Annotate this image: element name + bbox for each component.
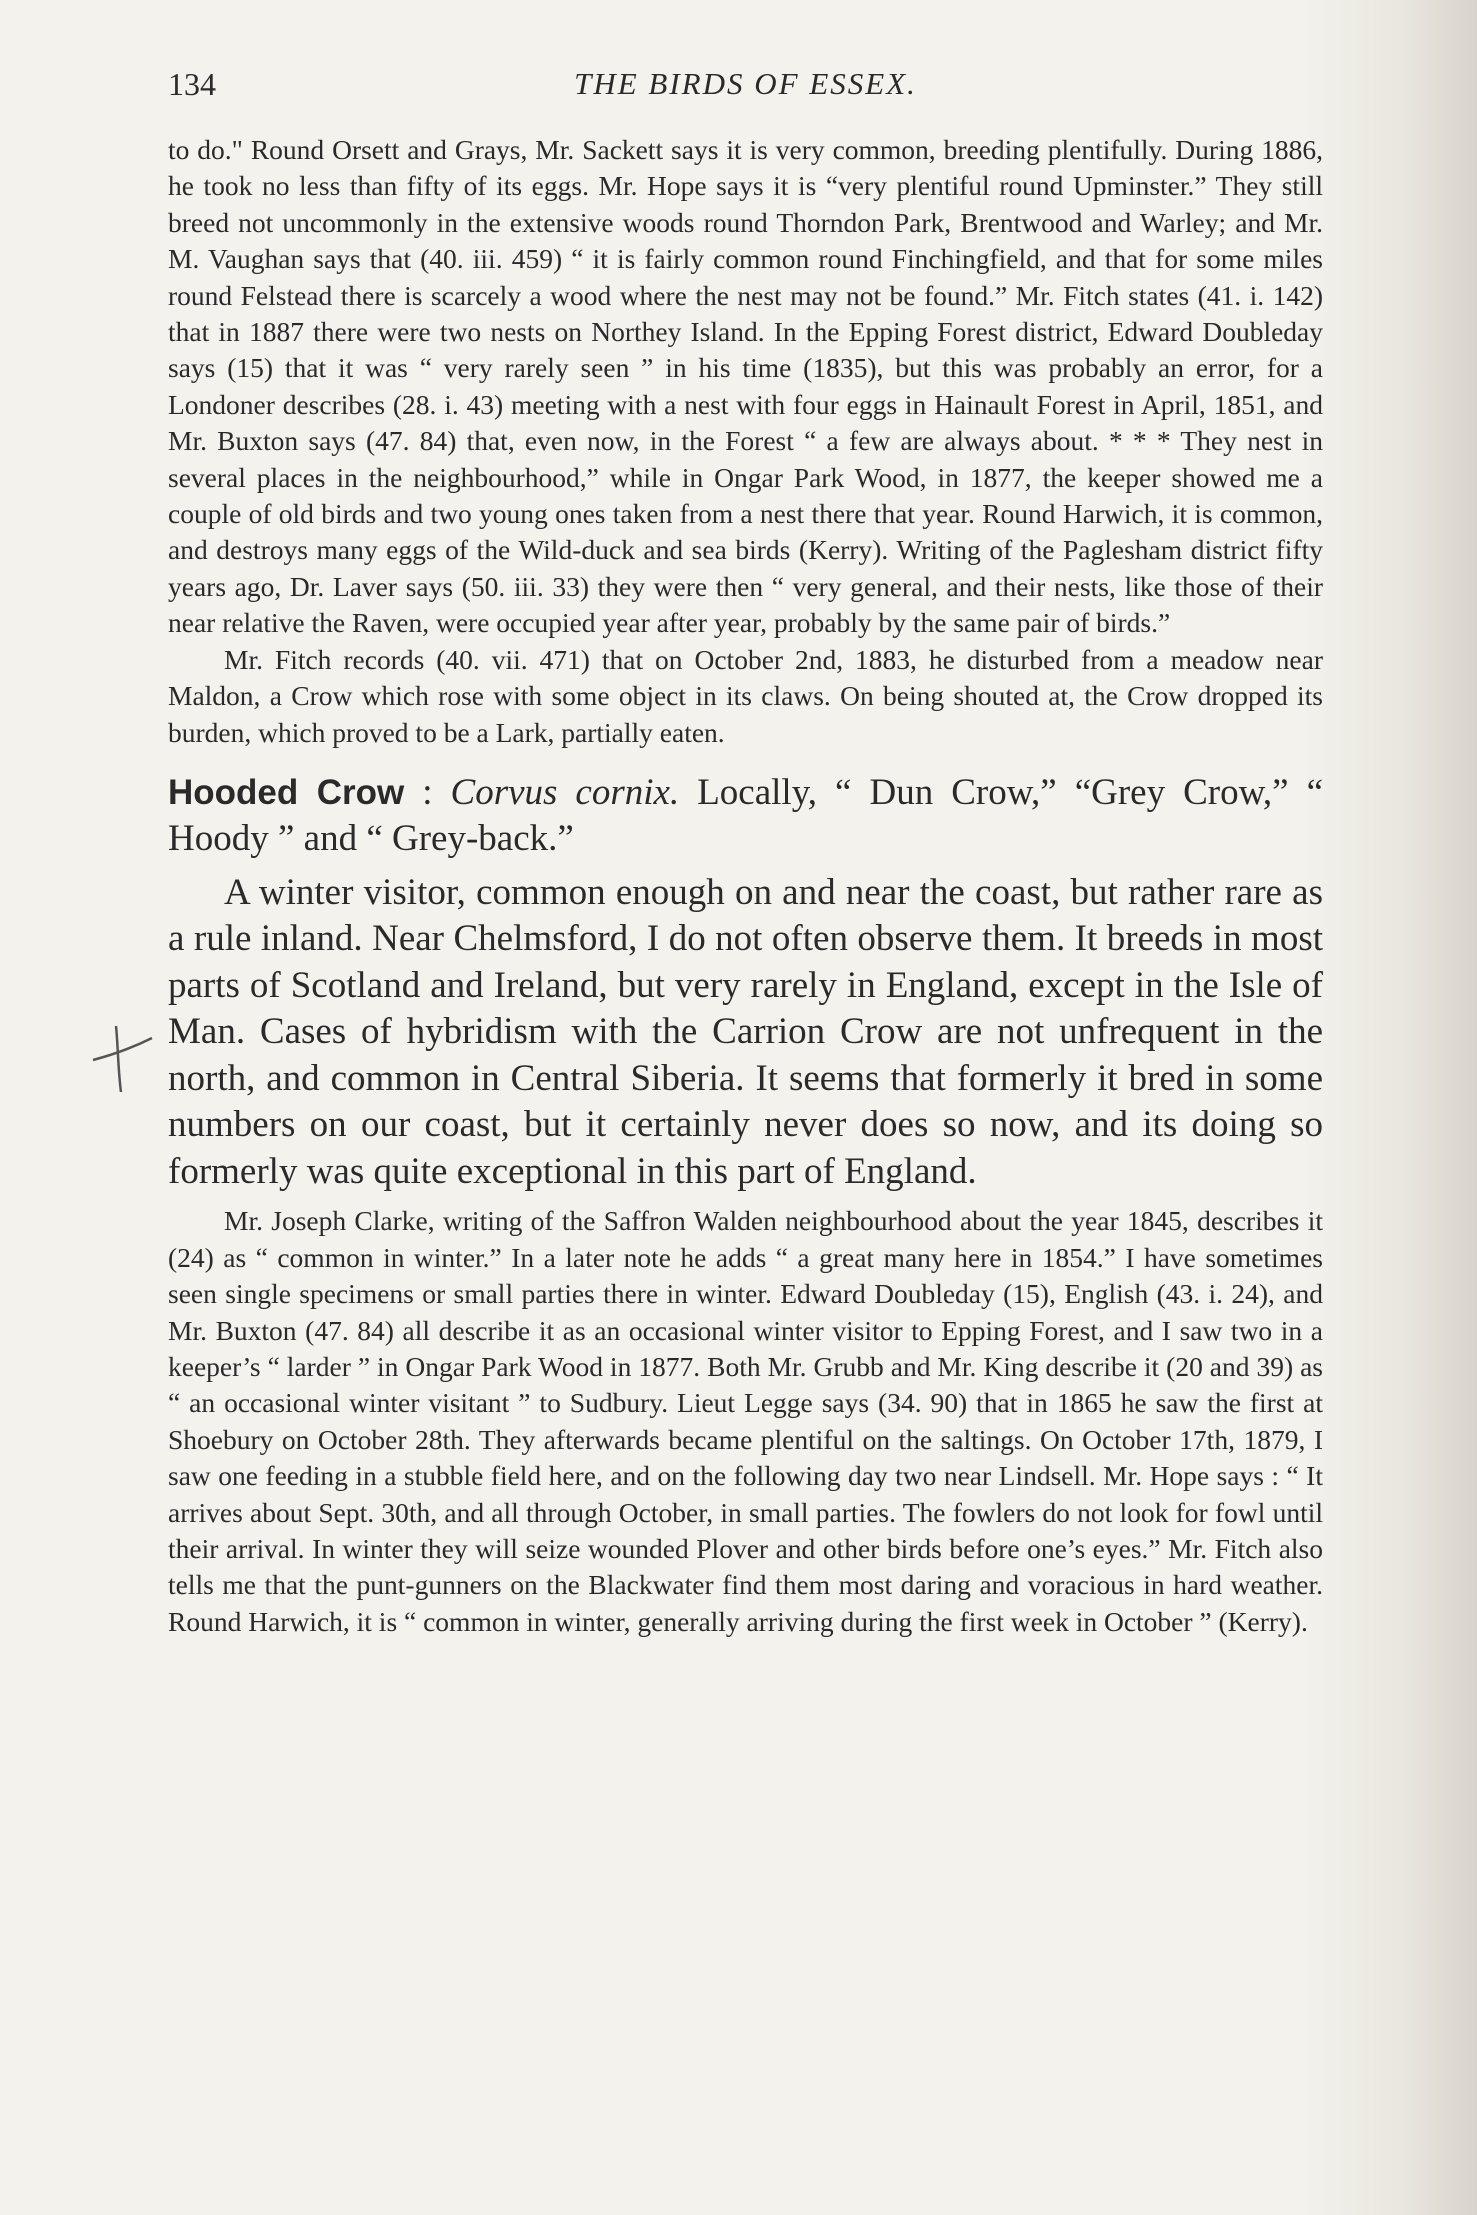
paragraph-fitch-record: Mr. Fitch records (40. vii. 471) that on October 2nd, 1883, he disturbed from a meadow near Maldon, a Crow which rose with some object in its claws. On being shouted at, the Crow dropped its burden, which proved to be a Lark, partially eaten. [168,643,1323,748]
page-number: 134 [168,66,216,102]
species-latin-name: Corvus cornix. [450,771,680,813]
paragraph-summary: A winter visitor, common enough on and near the coast, but rather rare as a rule inland. Near Chelmsford, I do not often observe them. It breeds in most parts of Scotland and Ireland, but very rarely in England, except in the Isle of Man. Cases of hybridism with the Carrion Crow are not unfrequent in the north, and common in Central Siberia. It seems that formerly it bred in some numbers on our coast, but it certainly never does so now, and its doing so formerly was quite exceptional in this part of England. [168,871,1323,1192]
book-title: THE BIRDS OF ESSEX. [574,66,917,101]
species-name: Hooded Crow [168,772,405,812]
paragraph-continued: to do." Round Orsett and Grays, Mr. Sackett says it is very common, breeding plentifully. During 1886, he took no less than fifty of its eggs. Mr. Hope says it is “very plentiful round Upminster.” They still breed not uncommonly in the extensive woods round Thorndon Park, Brentwood and Warley; and Mr. M. Vaughan says that (40. iii. 459) “ it is fairly common round Finchingfield, and that for some miles round Felstead there is scarcely a wood where the nest may not be found.” Mr. Fitch states (41. i. 142) that in 1887 there were two nests on Northey Island. In the Epping Forest district, Edward Doubleday says (15) that it was “ very rarely seen ” in his time (1835), but this was probably an error, for a Londoner describes (28. i. 43) meeting with a nest with four eggs in Hainault Forest in April, 1851, and Mr. Buxton says (47. 84) that, even now, in the Forest “ a few are always about. * * * They nest in several places in the neighbourhood,” while in Ongar Park Wood, in 1877, the keeper showed me a couple of old birds and two young ones taken from a nest there that year. Round Harwich, it is common, and destroys many eggs of the Wild-duck and sea birds (Kerry). Writing of the Paglesham district fifty years ago, Dr. Laver says (50. iii. 33) they were then “ very general, and their nests, like those of their near relative the Raven, were occupied year after year, probably by the same pair of birds.” [168,134,1323,639]
paragraph-records: Mr. Joseph Clarke, writing of the Saffron Walden neighbourhood about the year 1845, describes it (24) as “ common in winter.” In a later note he adds “ a great many here in 1854.” I have sometimes seen single specimens or small parties there in winter. Edward Doubleday (15), English (43. i. 24), and Mr. Buxton (47. 84) all describe it as an occasional winter visitor to Epping Forest, and I saw two in a keeper’s “ larder ” in Ongar Park Wood in 1877. Both Mr. Grubb and Mr. King describe it (20 and 39) as “ an occasional winter visitant ” to Sudbury. Lieut Legge says (34. 90) that in 1865 he saw the first at Shoebury on October 28th. They afterwards became plentiful on the saltings. On October 17th, 1879, I saw one feeding in a stubble field here, and on the following day two near Lindsell. Mr. Hope says : “ It arrives about Sept. 30th, and all through October, in small parties. The fowlers do not look for fowl until their arrival. In winter they will seize wounded Plover and other birds before one’s eyes.” Mr. Fitch also tells me that the punt-gunners on the Blackwater find them most daring and voracious in hard weather. Round Harwich, it is “ common in winter, generally arriving during the first week in October ” (Kerry). [168,1205,1323,1637]
species-local-names: Locally, “ Dun Crow,” “Grey Crow,” “ Hoody ” and “ Grey-back.” [168,771,1323,859]
handwritten-cross-mark [88,1020,158,1095]
heading-separator: : [404,771,451,813]
running-header [168,66,1323,110]
species-heading [168,770,1323,862]
main-text [168,132,1323,1640]
